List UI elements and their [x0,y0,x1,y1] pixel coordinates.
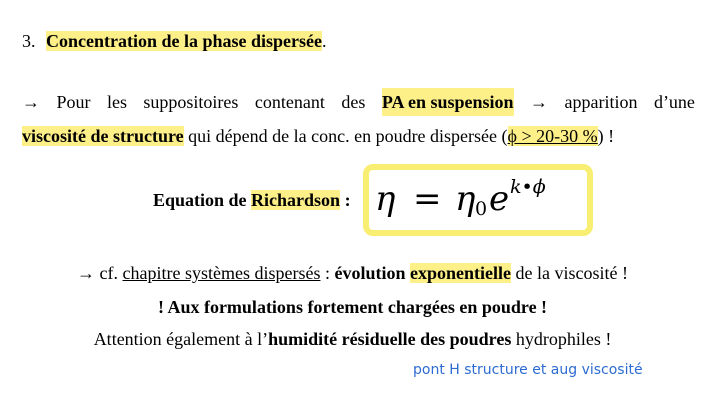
formula-equals: = [413,179,442,219]
paragraph-middle-text: qui dépend de la conc. en poudre dispersée ( [183,126,508,146]
word: suppositoires [143,92,239,112]
heading-title: Concentration de la phase dispersée [46,31,322,51]
attention-suffix: hydrophiles ! [511,329,612,349]
cf-line [0,260,705,286]
formula-eta: η [375,179,396,219]
highlight-richardson: Richardson [251,190,341,210]
formula-eta-base: η [455,179,476,219]
heading-number: 3. [22,31,36,51]
cf-suffix: de la viscosité ! [511,263,628,283]
section-heading [22,29,327,53]
paragraph-line-2 [22,122,695,150]
warning-line: ! Aux formulations fortement chargées en poudre ! [157,297,548,317]
heading-period: . [322,31,327,51]
paragraph-line-1 [22,88,695,116]
richardson-formula-box [363,164,593,236]
highlight-exponentielle: exponentielle [410,263,511,283]
formula-subscript: 0 [475,198,488,220]
suppository-paragraph [22,88,695,150]
word: Pour [56,92,91,112]
paragraph-end-text: ) ! [597,126,615,146]
handwritten-note: pont H structure et aug viscosité [413,362,643,378]
richardson-formula [369,170,587,230]
word: d’une [653,92,695,112]
word: apparition [564,92,638,112]
cf-prefix: cf. [95,263,123,283]
attention-bold: humidité résiduelle des poudres [268,329,512,349]
cf-colon: : [320,263,335,283]
equation-colon: : [340,190,351,210]
attention-line [0,326,705,352]
word: contenant [254,92,325,112]
word: des [341,92,366,112]
attention-prefix: Attention également à l’ [93,329,269,349]
equation-label-text: Equation de [153,190,252,210]
arrow-icon: → [530,92,549,112]
highlight-viscosite-structure: viscosité de structure [22,126,184,146]
word: les [106,92,127,112]
chapter-reference-link[interactable]: chapitre systèmes dispersés [122,263,321,283]
highlight-pa-suspension: PA en suspension [382,88,514,116]
equation-label [153,188,351,212]
arrow-icon: → [22,92,40,112]
cf-bold-evolution: évolution [334,263,410,283]
formula-e: e [489,179,510,219]
phi-condition: ϕ > 20-30 % [507,126,598,146]
formula-exponent: k•ϕ [510,176,546,198]
arrow-icon: → [77,263,96,283]
